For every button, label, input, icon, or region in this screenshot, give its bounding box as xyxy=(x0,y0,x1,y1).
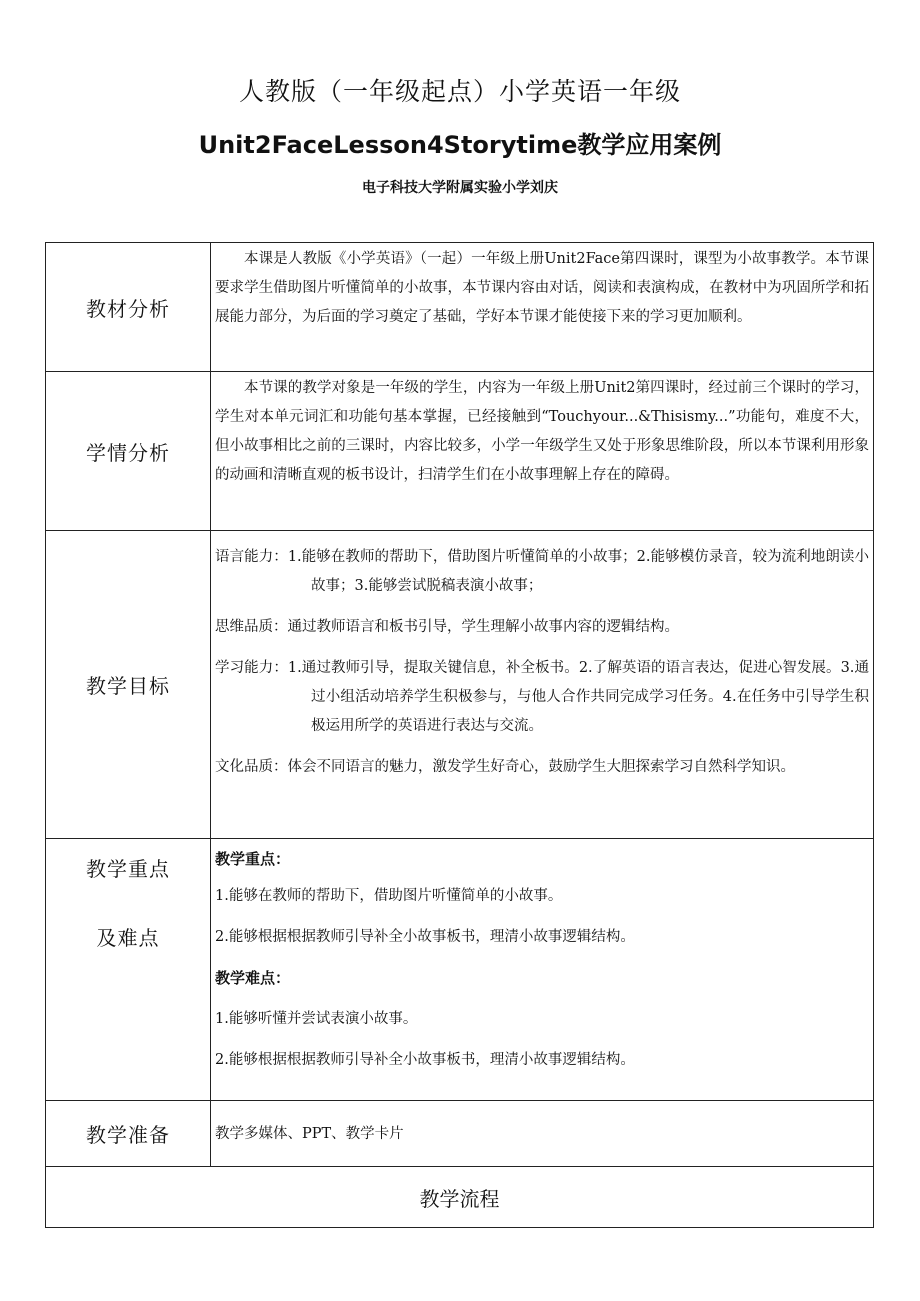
label-keypoints-line1: 教学重点 xyxy=(86,857,170,881)
label-keypoints xyxy=(46,839,211,1101)
label-keypoints-line2: 及难点 xyxy=(96,926,160,950)
goal-learning: 学习能力：1.通过教师引导，提取关键信息，补全板书。2.了解英语的语言表达，促进心智发展。3.通过小组活动培养学生积极参与，与他人合作共同完成学习任务。4.在任务中引导学生积极运用所学的英语进行表达与交流。 xyxy=(215,660,869,734)
preparation-text: 教学多媒体、PPT、教学卡片 xyxy=(215,1126,404,1142)
material-analysis-text: 本课是人教版《小学英语》（一起）一年级上册Unit2Face第四课时，课型为小故事教学。本节课要求学生借助图片听懂简单的小故事，本节课内容由对话，阅读和表演构成，在教材中为巩固所学和拓展能力部分，为后面的学习奠定了基础，学好本节课才能使接下来的学习更加顺利。 xyxy=(215,251,869,325)
goal-thinking: 思维品质：通过教师语言和板书引导，学生理解小故事内容的逻辑结构。 xyxy=(215,619,679,635)
row-keypoints xyxy=(46,839,874,1101)
label-teaching-goals: 教学目标 xyxy=(46,531,211,839)
doc-title-line1: 人教版（一年级起点）小学英语一年级 xyxy=(238,77,681,106)
goal-culture: 文化品质：体会不同语言的魅力，激发学生好奇心，鼓励学生大胆探索学习自然科学知识。 xyxy=(215,759,795,775)
row-material-analysis xyxy=(46,243,874,372)
row-learner-analysis xyxy=(46,372,874,531)
lesson-plan-table xyxy=(45,242,874,1228)
focus-item-2: 2.能够根据根据教师引导补全小故事板书，理清小故事逻辑结构。 xyxy=(215,929,635,945)
difficult-title: 教学难点： xyxy=(215,969,291,987)
row-teaching-flow xyxy=(46,1167,874,1228)
cell-teaching-goals xyxy=(211,531,874,839)
focus-item-1: 1.能够在教师的帮助下，借助图片听懂简单的小故事。 xyxy=(215,888,563,904)
doc-author: 电子科技大学附属实验小学刘庆 xyxy=(362,180,558,196)
label-teaching-flow: 教学流程 xyxy=(46,1167,874,1228)
doc-title-line2: Unit2FaceLesson4Storytime教学应用案例 xyxy=(198,131,722,159)
cell-preparation xyxy=(211,1101,874,1167)
row-preparation xyxy=(46,1101,874,1167)
difficult-item-1: 1.能够听懂并尝试表演小故事。 xyxy=(215,1011,418,1027)
focus-title: 教学重点： xyxy=(215,850,291,868)
row-teaching-goals xyxy=(46,531,874,839)
goal-language: 语言能力：1.能够在教师的帮助下，借助图片听懂简单的小故事；2.能够模仿录音，较为流利地朗读小故事；3.能够尝试脱稿表演小故事； xyxy=(215,549,869,594)
cell-material-analysis xyxy=(211,243,874,372)
label-material-analysis: 教材分析 xyxy=(46,243,211,372)
difficult-item-2: 2.能够根据根据教师引导补全小故事板书，理清小故事逻辑结构。 xyxy=(215,1052,635,1068)
cell-keypoints xyxy=(211,839,874,1101)
learner-analysis-text: 本节课的教学对象是一年级的学生，内容为一年级上册Unit2第四课时，经过前三个课时的学习，学生对本单元词汇和功能句基本掌握，已经接触到“Touchyour...&Thisismy...”功能句，难度不大，但小故事相比之前的三课时，内容比较多，小学一年级学生又处于形象思维阶段，所以本节课利用形象的动画和清晰直观的板书设计，扫清学生们在小故事理解上存在的障碍。 xyxy=(215,380,869,483)
cell-learner-analysis xyxy=(211,372,874,531)
label-preparation: 教学准备 xyxy=(46,1101,211,1167)
label-learner-analysis: 学情分析 xyxy=(46,372,211,531)
